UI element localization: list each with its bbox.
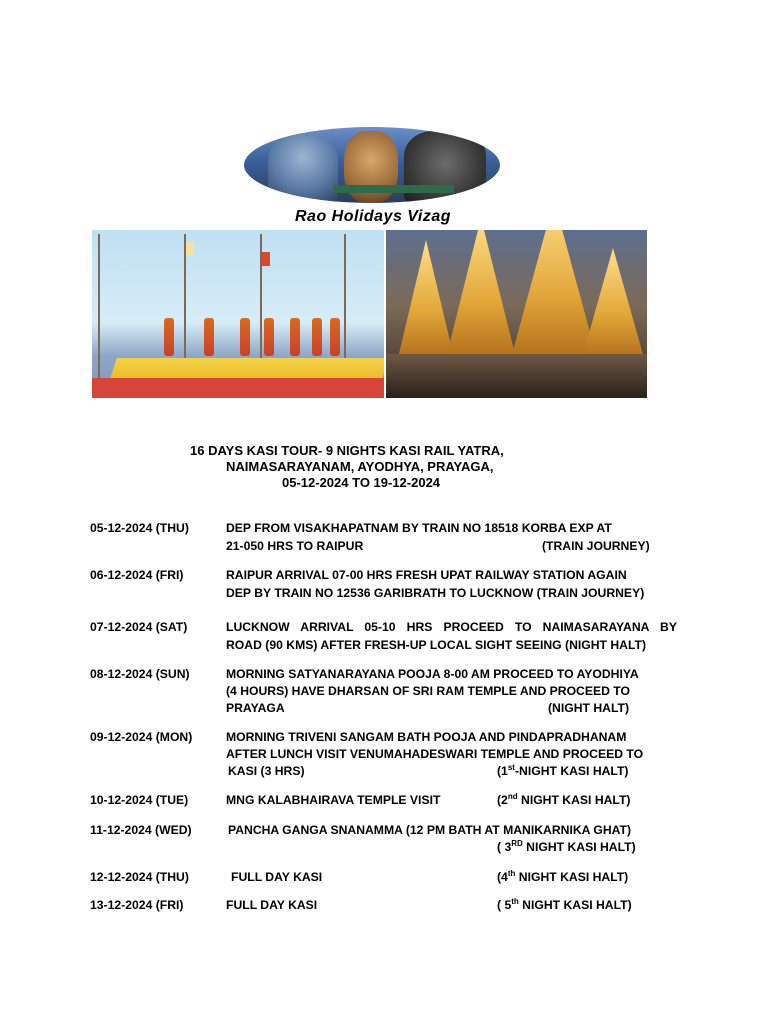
itinerary-text: MNG KALABHAIRAVA TEMPLE VISIT (226, 793, 441, 807)
itinerary-text: MORNING SATYANARAYANA POOJA 8-00 AM PROCEED TO AYODHIYA (226, 667, 639, 681)
itinerary-text: FULL DAY KASI (231, 870, 323, 884)
itinerary-note: (TRAIN JOURNEY) (542, 539, 650, 553)
itinerary-text: (4 HOURS) HAVE DHARSAN OF SRI RAM TEMPLE AND PROCEED TO (226, 684, 631, 698)
itinerary-text: ROAD (90 KMS) AFTER FRESH-UP LOCAL SIGHT SEEING (NIGHT HALT) (226, 638, 647, 652)
itinerary-date: 10-12-2024 (TUE) (90, 793, 189, 807)
itinerary-text: DEP BY TRAIN NO 12536 GARIBRATH TO LUCKNOW (TRAIN JOURNEY) (226, 586, 645, 600)
itinerary-text: LUCKNOW ARRIVAL 05-10 HRS PROCEED TO NAIMASARAYANA BY (226, 620, 677, 634)
itinerary-date: 13-12-2024 (FRI) (90, 898, 184, 912)
itinerary-date: 07-12-2024 (SAT) (90, 620, 188, 634)
itinerary-text: AFTER LUNCH VISIT VENUMAHADESWARI TEMPLE AND PROCEED TO (226, 747, 644, 761)
title-line-1: 16 DAYS KASI TOUR- 9 NIGHTS KASI RAIL YATRA, (190, 443, 504, 458)
itinerary-text: PRAYAGA (226, 701, 285, 715)
itinerary-note: (NIGHT HALT) (548, 701, 630, 715)
ganga-aarti-photo (92, 230, 384, 398)
itinerary-note: ( 5th NIGHT KASI HALT) (497, 896, 632, 912)
itinerary-text: FULL DAY KASI (226, 898, 318, 912)
itinerary-note: (2nd NIGHT KASI HALT) (497, 791, 631, 807)
itinerary-date: 11-12-2024 (WED) (90, 823, 192, 837)
itinerary-date: 08-12-2024 (SUN) (90, 667, 190, 681)
itinerary-date: 12-12-2024 (THU) (90, 870, 189, 884)
itinerary-note: (1st-NIGHT KASI HALT) (497, 762, 629, 778)
brand-name: Rao Holidays Vizag (295, 208, 451, 225)
itinerary-note: ( 3RD NIGHT KASI HALT) (497, 838, 636, 854)
kashi-vishwanath-temple-photo (386, 230, 647, 398)
itinerary-date: 09-12-2024 (MON) (90, 730, 193, 744)
title-date-range: 05-12-2024 TO 19-12-2024 (282, 475, 441, 490)
itinerary-text: DEP FROM VISAKHAPATNAM BY TRAIN NO 18518 KORBA EXP AT (226, 521, 612, 535)
itinerary-text: KASI (3 HRS) (228, 764, 305, 778)
itinerary-date: 05-12-2024 (THU) (90, 521, 189, 535)
itinerary-note: (4th NIGHT KASI HALT) (497, 868, 629, 884)
itinerary-text: 21-050 HRS TO RAIPUR (226, 539, 364, 553)
itinerary-text: PANCHA GANGA SNANAMMA (12 PM BATH AT MANIKARNIKA GHAT) (228, 823, 632, 837)
logo-image (244, 127, 500, 203)
itinerary-text: RAIPUR ARRIVAL 07-00 HRS FRESH UPAT RAILWAY STATION AGAIN (226, 568, 627, 582)
title-line-2: NAIMASARAYANAM, AYODHYA, PRAYAGA, (226, 459, 494, 474)
itinerary-text: MORNING TRIVENI SANGAM BATH POOJA AND PINDAPRADHANAM (226, 730, 627, 744)
itinerary-date: 06-12-2024 (FRI) (90, 568, 184, 582)
